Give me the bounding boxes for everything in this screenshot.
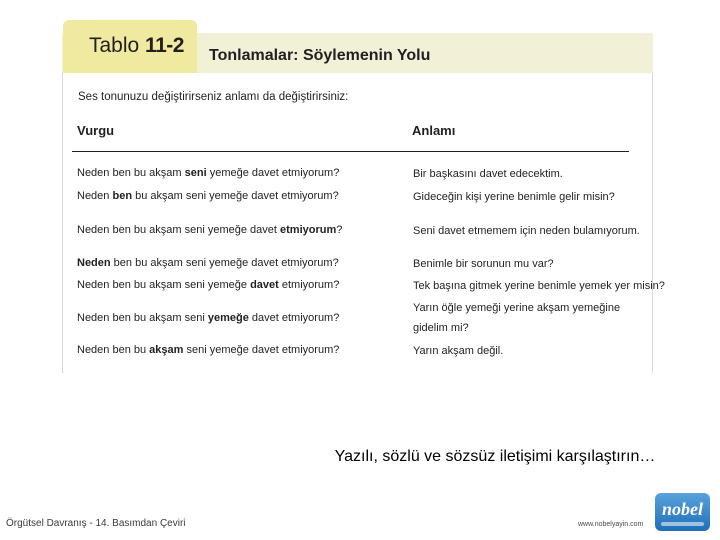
table-row-anlam: Yarın akşam değil. bbox=[413, 345, 504, 357]
table-row-vurgu bbox=[77, 344, 339, 356]
vurgu-emphasis: akşam bbox=[149, 344, 184, 356]
publisher-logo bbox=[655, 493, 710, 531]
table-row-vurgu bbox=[77, 312, 339, 324]
vurgu-text: Neden ben bu akşam seni bbox=[77, 312, 208, 324]
table-title: Tonlamalar: Söylemenin Yolu bbox=[209, 47, 431, 64]
table-row-vurgu bbox=[77, 167, 339, 179]
table-row-anlam: Yarın öğle yemeği yerine akşam yemeğine gidelim mi? bbox=[413, 302, 621, 334]
vurgu-text: yemeğe davet etmiyorum? bbox=[206, 167, 340, 179]
vurgu-emphasis: davet bbox=[250, 279, 279, 291]
table-row-anlam: Bir başkasını davet edecektim. bbox=[413, 168, 563, 180]
frame-border-right bbox=[652, 33, 653, 373]
vurgu-text: etmiyorum? bbox=[278, 279, 340, 291]
vurgu-text: Neden ben bu akşam seni yemeğe bbox=[77, 279, 251, 291]
vurgu-text: ? bbox=[336, 224, 343, 236]
table-row-vurgu bbox=[77, 257, 339, 269]
table-row-anlam: Gideceğin kişi yerine benimle gelir misin? bbox=[413, 191, 615, 203]
vurgu-emphasis: yemeğe bbox=[207, 312, 249, 324]
vurgu-emphasis: seni bbox=[184, 167, 207, 179]
column-header-anlam: Anlamı bbox=[412, 123, 456, 138]
vurgu-emphasis: ben bbox=[112, 190, 133, 202]
table-row-anlam: Tek başına gitmek yerine benimle yemek yer misin? bbox=[413, 280, 665, 292]
footer-book-title: Örgütsel Davranış - 14. Basımdan Çeviri bbox=[6, 518, 186, 529]
table-number-label: Tablo bbox=[89, 34, 140, 57]
frame-border-left bbox=[62, 33, 63, 373]
column-header-vurgu: Vurgu bbox=[77, 123, 115, 138]
vurgu-text: bu akşam seni yemeğe davet etmiyorum? bbox=[132, 190, 339, 202]
table-row-anlam: Benimle bir sorunun mu var? bbox=[413, 258, 554, 270]
vurgu-text: Neden ben bu akşam seni yemeğe davet bbox=[77, 224, 281, 236]
table-row-vurgu bbox=[77, 224, 342, 236]
vurgu-text: ben bu akşam seni yemeğe davet etmiyorum? bbox=[110, 257, 339, 269]
header-divider bbox=[72, 151, 629, 152]
publisher-logo-text: nobel bbox=[661, 499, 703, 519]
table-row-vurgu bbox=[77, 279, 339, 291]
slide-caption: Yazılı, sözlü ve sözsüz iletişimi karşılaştırın… bbox=[334, 448, 656, 465]
vurgu-text: davet etmiyorum? bbox=[248, 312, 340, 324]
vurgu-emphasis: Neden bbox=[77, 257, 111, 269]
vurgu-text: Neden bbox=[77, 190, 113, 202]
table-number bbox=[89, 34, 184, 58]
table-number-value: 11-2 bbox=[145, 34, 184, 57]
table-row-anlam: Seni davet etmemem için neden bulamıyorum. bbox=[413, 225, 640, 237]
vurgu-text: Neden ben bu akşam bbox=[77, 167, 185, 179]
vurgu-text: Neden ben bu bbox=[77, 344, 150, 356]
logo-wave-icon bbox=[661, 522, 704, 526]
table-intro: Ses tonunuzu değiştirirseniz anlamı da değiştirirsiniz: bbox=[78, 91, 349, 103]
vurgu-text: seni yemeğe davet etmiyorum? bbox=[183, 344, 340, 356]
table-row-vurgu bbox=[77, 190, 339, 202]
vurgu-emphasis: etmiyorum bbox=[280, 224, 337, 236]
footer-url: www.nobelyayin.com bbox=[578, 521, 644, 528]
